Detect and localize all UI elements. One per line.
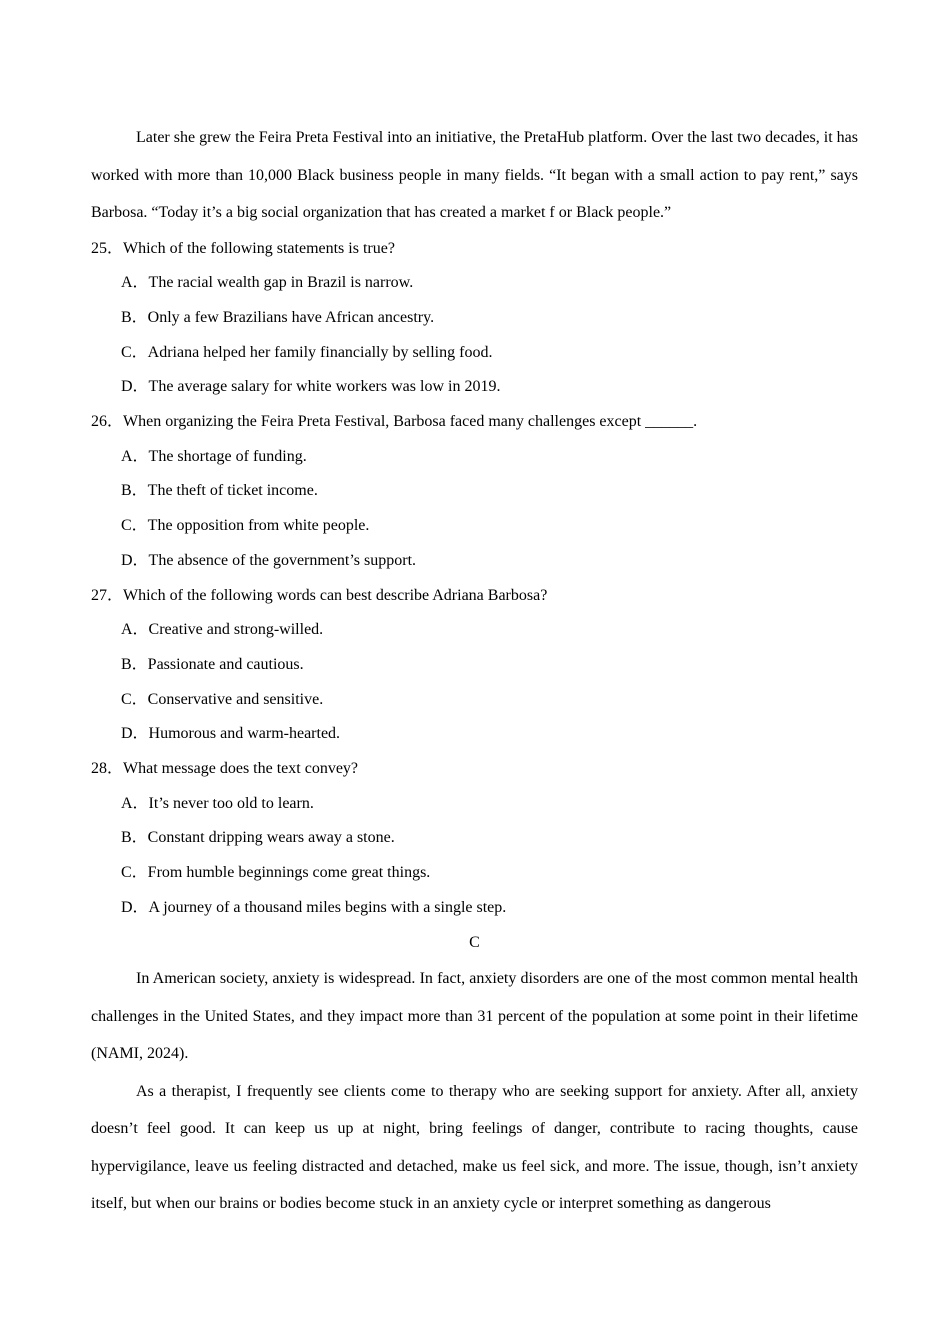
passage-paragraph: Later she grew the Feira Preta Festival into an initiative, the PretaHub platform. Over the last two decades, it has worked with more than 10,000 Black business people in many fields. “It began with a small action to pay rent,” says Barbosa. “Today it’s a big social organization that has created a market f or Black people.” <box>91 129 858 221</box>
option-c: C．The opposition from white people. <box>121 517 370 535</box>
question-stem: 27．Which of the following words can best describe Adriana Barbosa? <box>91 586 548 604</box>
option-d: D．A journey of a thousand miles begins with a single step. <box>121 898 507 916</box>
document-page <box>91 119 858 1223</box>
option-b: B．The theft of ticket income. <box>121 482 318 500</box>
option-a: A．Creative and strong-willed. <box>121 621 324 639</box>
option-c: C．Adriana helped her family financially by selling food. <box>121 343 493 361</box>
section-heading: C <box>469 933 480 951</box>
option-b: B．Only a few Brazilians have African ancestry. <box>121 308 435 326</box>
option-a: A．The racial wealth gap in Brazil is narrow. <box>121 274 414 292</box>
option-a: A．It’s never too old to learn. <box>121 794 314 812</box>
question-stem: 26．When organizing the Feira Preta Festival, Barbosa faced many challenges except ______. <box>91 413 698 431</box>
option-a: A．The shortage of funding. <box>121 447 307 465</box>
passage-paragraph: In American society, anxiety is widespread. In fact, anxiety disorders are one of the most common mental health challenges in the United States, and they impact more than 31 percent of the population at some point in their lifetime (NAMI, 2024). <box>91 970 858 1063</box>
option-b: B．Constant dripping wears away a stone. <box>121 829 395 847</box>
option-d: D．Humorous and warm-hearted. <box>121 725 341 743</box>
option-c: C．Conservative and sensitive. <box>121 690 324 708</box>
question-28 <box>91 752 858 926</box>
question-stem: 25．Which of the following statements is true? <box>91 239 395 257</box>
passage-paragraph: As a therapist, I frequently see clients come to therapy who are seeking support for anxiety. After all, anxiety doesn’t feel good. It can keep us up at night, bring feelings of danger, contribute to racing thoughts, cause hypervigilance, leave us feeling distracted and detached, make us feel sick, and more. The issue, though, isn’t anxiety itself, but when our brains or bodies become stuck in an anxiety cycle or interpret something as dangerous <box>91 1082 858 1213</box>
question-26 <box>91 405 858 579</box>
option-d: D．The average salary for white workers was low in 2019. <box>121 378 501 396</box>
question-stem: 28．What message does the text convey? <box>91 760 359 778</box>
question-25 <box>91 232 858 406</box>
option-d: D．The absence of the government’s support. <box>121 551 417 569</box>
option-b: B．Passionate and cautious. <box>121 655 304 673</box>
option-c: C．From humble beginnings come great things. <box>121 864 431 882</box>
question-27 <box>91 579 858 753</box>
